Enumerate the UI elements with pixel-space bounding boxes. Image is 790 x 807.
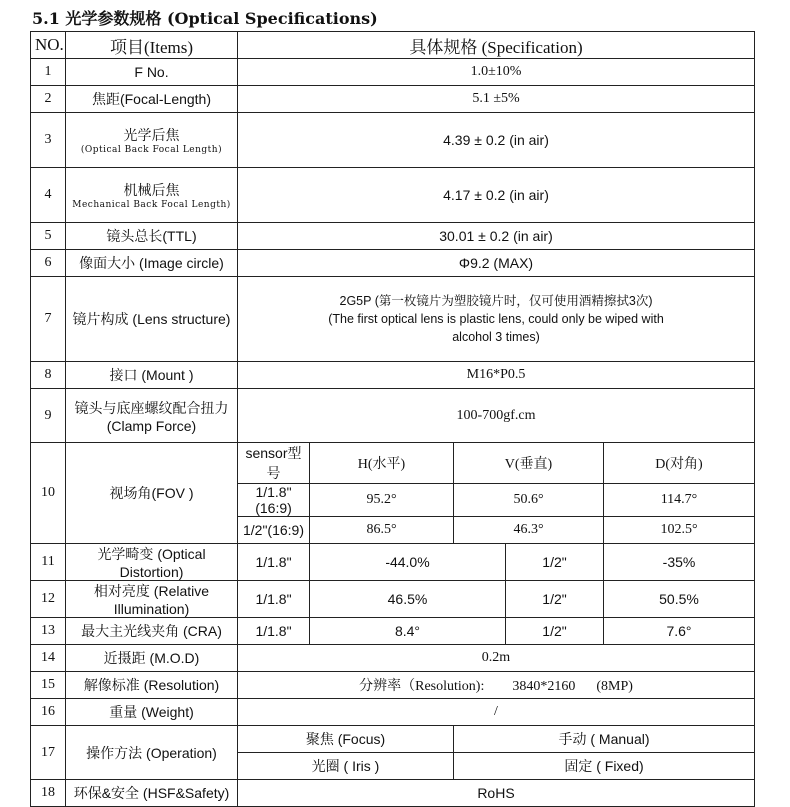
fov-sensor-header: sensor型号 [238,443,310,484]
operation-label: 光圈 ( Iris ) [238,753,454,780]
fov-h: 95.2° [310,484,454,517]
row-number: 9 [31,389,66,443]
spec-value: 分辨率（Resolution): 3840*2160 (8MP) [238,672,755,699]
table-row [31,277,755,362]
spec-value: 7.6° [604,618,755,645]
table-row [31,672,755,699]
item-label: 镜头总长(TTL) [66,223,238,250]
fov-d-header: D(对角) [604,443,755,484]
item-label: 相对亮度 (Relative Illumination) [66,581,238,618]
row-number: 6 [31,250,66,277]
fov-v: 50.6° [454,484,604,517]
spec-line: alcohol 3 times) [452,330,540,344]
header-spec: 具体规格 (Specification) [238,32,755,59]
fov-header-row [31,443,755,484]
item-sublabel: (Clamp Force) [106,417,197,434]
item-sublabel: (Optical Back Focal Length) [80,145,223,155]
item-sublabel: Mechanical Back Focal Length) [72,200,231,210]
row-number: 11 [31,544,66,581]
item-label: 光学后焦 [123,127,180,143]
row-number: 13 [31,618,66,645]
spec-line: (The first optical lens is plastic lens, could only be wiped with [328,312,664,326]
table-row [31,389,755,443]
spec-value: / [238,699,755,726]
sensor-size: 1/1.8" [238,581,310,618]
spec-value: 100-700gf.cm [238,389,755,443]
table-row [31,113,755,168]
table-row [31,86,755,113]
row-number: 4 [31,168,66,223]
fov-h: 86.5° [310,517,454,544]
item-label: 接口 (Mount ) [66,362,238,389]
sensor-size: 1/1.8" [238,618,310,645]
item-label: 焦距(Focal-Length) [66,86,238,113]
fov-d: 114.7° [604,484,755,517]
operation-label: 聚焦 (Focus) [238,726,454,753]
spec-value: -44.0% [310,544,506,581]
row-number: 7 [31,277,66,362]
row-number: 16 [31,699,66,726]
table-row [31,581,755,618]
fov-d: 102.5° [604,517,755,544]
table-row [31,223,755,250]
row-number: 15 [31,672,66,699]
fov-sensor: 1/2"(16:9) [238,517,310,544]
row-number: 8 [31,362,66,389]
table-row [31,168,755,223]
spec-value: -35% [604,544,755,581]
item-label: 机械后焦 [123,182,180,198]
fov-sensor: 1/1.8"(16:9) [238,484,310,517]
table-row [31,645,755,672]
table-row [31,59,755,86]
spec-value: 4.39 ± 0.2 (in air) [238,113,755,168]
spec-value: 30.01 ± 0.2 (in air) [238,223,755,250]
spec-value: 50.5% [604,581,755,618]
table-header-row [31,32,755,59]
table-row [31,618,755,645]
row-number: 2 [31,86,66,113]
spec-line: 2G5P (第一枚镜片为塑胶镜片时，仅可使用酒精擦拭3次) [339,294,653,308]
item-label: 视场角(FOV ) [66,443,238,544]
table-row [31,250,755,277]
row-number: 14 [31,645,66,672]
sensor-size: 1/1.8" [238,544,310,581]
item-label: 像面大小 (Image circle) [66,250,238,277]
item-label: 解像标准 (Resolution) [66,672,238,699]
item-cell [66,168,238,223]
row-number: 18 [31,780,66,807]
row-number: 3 [31,113,66,168]
spec-value: 4.17 ± 0.2 (in air) [238,168,755,223]
spec-value: RoHS [238,780,755,807]
spec-cell [238,277,755,362]
item-label: 操作方法 (Operation) [66,726,238,780]
spec-value: 1.0±10% [238,59,755,86]
row-number: 10 [31,443,66,544]
table-row [31,699,755,726]
item-label: 镜头与底座螺纹配合扭力 [74,399,229,416]
spec-value: M16*P0.5 [238,362,755,389]
item-label: 近摄距 (M.O.D) [66,645,238,672]
item-label: F No. [66,59,238,86]
row-number: 5 [31,223,66,250]
header-items: 项目(Items) [66,32,238,59]
item-label: 镜片构成 (Lens structure) [66,277,238,362]
row-number: 12 [31,581,66,618]
fov-v-header: V(垂直) [454,443,604,484]
item-label: 光学畸变 (Optical Distortion) [66,544,238,581]
sensor-size: 1/2" [506,544,604,581]
spec-value: 5.1 ±5% [238,86,755,113]
item-cell [66,389,238,443]
section-title: 5.1 光学参数规格 (Optical Specifications) [32,9,378,28]
sensor-size: 1/2" [506,618,604,645]
spec-value: Φ9.2 (MAX) [238,250,755,277]
optical-specifications-table [30,31,755,807]
spec-value: 46.5% [310,581,506,618]
fov-v: 46.3° [454,517,604,544]
table-row [31,780,755,807]
spec-value: 0.2m [238,645,755,672]
item-cell [66,113,238,168]
item-label: 重量 (Weight) [66,699,238,726]
operation-value: 固定 ( Fixed) [454,753,755,780]
operation-value: 手动 ( Manual) [454,726,755,753]
operation-row [31,726,755,753]
fov-h-header: H(水平) [310,443,454,484]
spec-value: 8.4° [310,618,506,645]
table-row [31,362,755,389]
row-number: 1 [31,59,66,86]
item-label: 环保&安全 (HSF&Safety) [66,780,238,807]
table-row [31,544,755,581]
sensor-size: 1/2" [506,581,604,618]
row-number: 17 [31,726,66,780]
header-no: NO. [31,32,66,59]
item-label: 最大主光线夹角 (CRA) [66,618,238,645]
